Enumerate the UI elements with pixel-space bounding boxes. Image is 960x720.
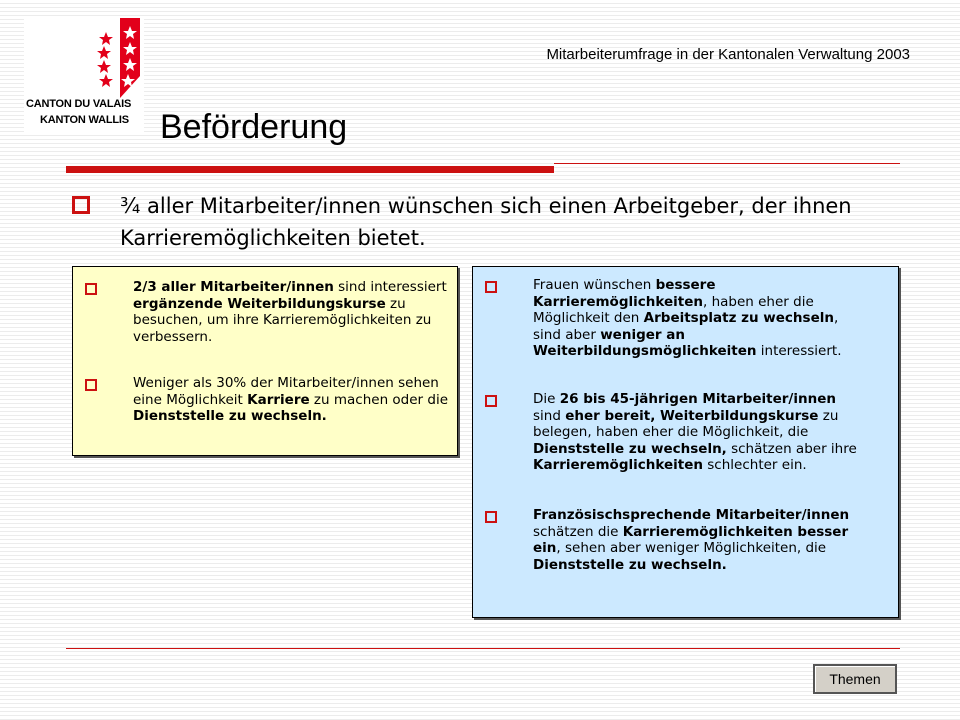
- survey-header-title: Mitarbeiterumfrage in der Kantonalen Verwaltung 2003: [546, 46, 910, 63]
- right-findings-panel: [472, 266, 899, 618]
- valais-coat-of-arms-icon: [24, 18, 144, 98]
- main-bullet-icon: [72, 196, 90, 218]
- title-underline-thick: [66, 166, 554, 173]
- main-bullet-text: ¾ aller Mitarbeiter/innen wünschen sich einen Arbeitgeber, der ihnen Karrieremöglichkeiten bietet.: [120, 194, 852, 250]
- canton-logo: [24, 18, 144, 134]
- finding-text: 2/3 aller Mitarbeiter/innen sind interessiert ergänzende Weiterbildungskurse zu besuchen, um ihre Karrieremöglichkeiten zu verbessern.: [133, 279, 447, 345]
- finding-text: Die 26 bis 45-jährigen Mitarbeiter/innen sind eher bereit, Weiterbildungskurse zu belegen, haben eher die Möglichkeit, die Dienststelle zu wechseln, schätzen aber ihre Karrieremöglichkeiten schlechter ein.: [533, 391, 857, 473]
- finding-text: Weniger als 30% der Mitarbeiter/innen sehen eine Möglichkeit Karriere zu machen oder die Dienststelle zu wechseln.: [133, 375, 449, 424]
- square-bullet-icon: [485, 511, 497, 523]
- slide-title: Beförderung: [160, 108, 348, 146]
- square-bullet-icon: [485, 281, 497, 293]
- themen-button[interactable]: Themen: [813, 664, 897, 694]
- logo-text-french: CANTON DU VALAIS: [26, 98, 132, 110]
- title-underline-thin: [554, 163, 900, 164]
- logo-text-german: KANTON WALLIS: [40, 114, 129, 126]
- left-findings-panel: [72, 266, 458, 456]
- square-bullet-icon: [85, 283, 97, 295]
- footer-divider: [66, 648, 900, 649]
- square-bullet-icon: [85, 379, 97, 391]
- finding-text: Frauen wünschen bessere Karrieremöglichkeiten, haben eher die Möglichkeit den Arbeitsplatz zu wechseln, sind aber weniger an Weiterbildungsmöglichkeiten interessiert.: [533, 277, 842, 359]
- square-bullet-icon: [485, 395, 497, 407]
- finding-text: Französischsprechende Mitarbeiter/innen schätzen die Karrieremöglichkeiten besser ein, sehen aber weniger Möglichkeiten, die Dienststelle zu wechseln.: [533, 507, 850, 573]
